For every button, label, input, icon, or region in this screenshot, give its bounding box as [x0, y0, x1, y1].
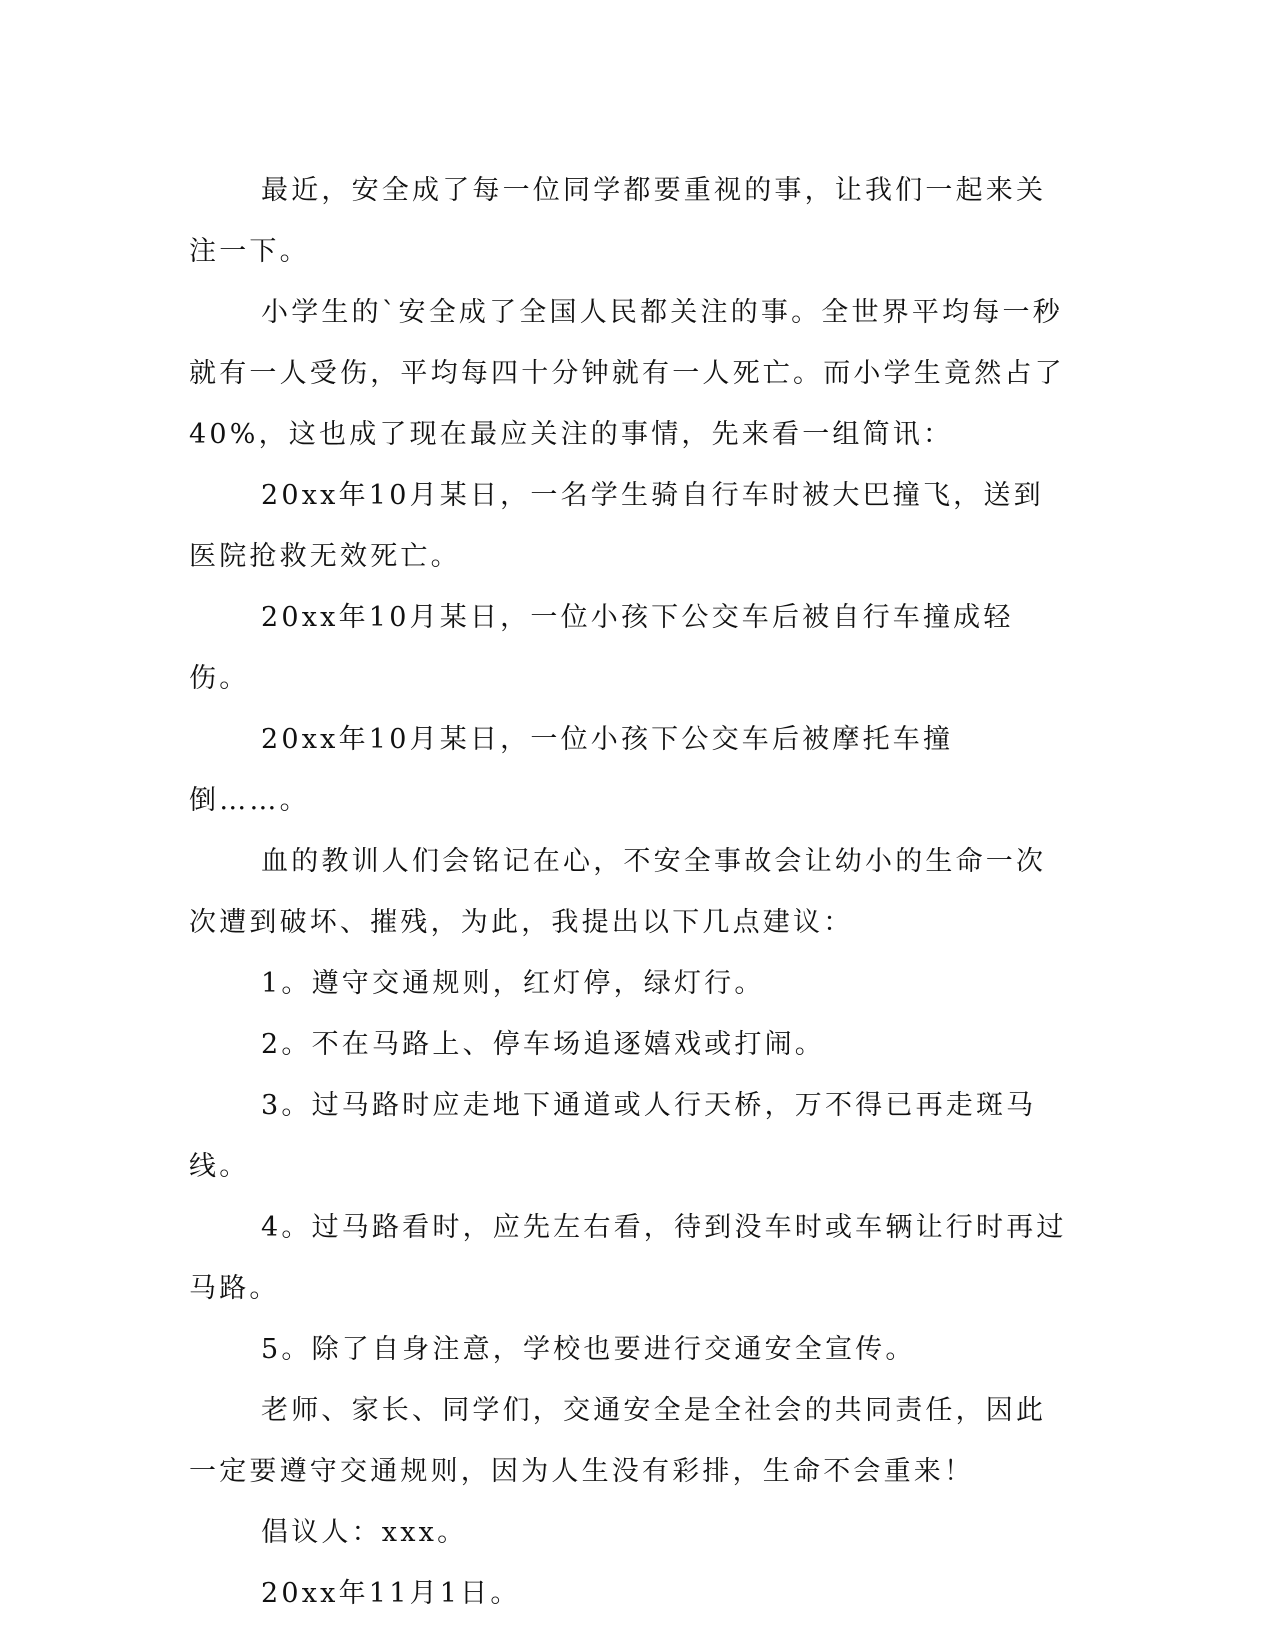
paragraph-news-2: 20xx年10月某日，一位小孩下公交车后被自行车撞成轻伤。: [189, 602, 1014, 694]
paragraph-closing: 老师、家长、同学们，交通安全是全社会的共同责任，因此一定要遵守交通规则，因为人生没有彩排，生命不会重来！: [189, 1395, 1047, 1487]
suggestion-4: 4。过马路看时，应先左右看，待到没车时或车辆让行时再过马路。: [189, 1212, 1067, 1304]
signature-date: 20xx年11月1日。: [261, 1578, 521, 1609]
suggestion-2: 2。不在马路上、停车场追逐嬉戏或打闹。: [261, 1029, 825, 1060]
suggestion-5: 5。除了自身注意，学校也要进行交通安全宣传。: [261, 1334, 916, 1365]
suggestion-1: 1。遵守交通规则，红灯停，绿灯行。: [261, 968, 765, 999]
paragraph-statistics: 小学生的`安全成了全国人民都关注的事。全世界平均每一秒就有一人受伤，平均每四十分钟就有一人死亡。而小学生竟然占了40%，这也成了现在最应关注的事情，先来看一组简讯：: [189, 297, 1065, 450]
signature-initiator: 倡议人：xxx。: [261, 1517, 468, 1548]
document-body: [189, 160, 1069, 1624]
paragraph-lesson: 血的教训人们会铭记在心，不安全事故会让幼小的生命一次次遭到破坏、摧残，为此，我提出以下几点建议：: [189, 846, 1047, 938]
paragraph-intro: 最近，安全成了每一位同学都要重视的事，让我们一起来关注一下。: [189, 175, 1047, 267]
paragraph-news-3: 20xx年10月某日，一位小孩下公交车后被摩托车撞倒……。: [189, 724, 954, 816]
paragraph-news-1: 20xx年10月某日，一名学生骑自行车时被大巴撞飞，送到医院抢救无效死亡。: [189, 480, 1044, 572]
suggestion-3: 3。过马路时应走地下通道或人行天桥，万不得已再走斑马线。: [189, 1090, 1037, 1182]
